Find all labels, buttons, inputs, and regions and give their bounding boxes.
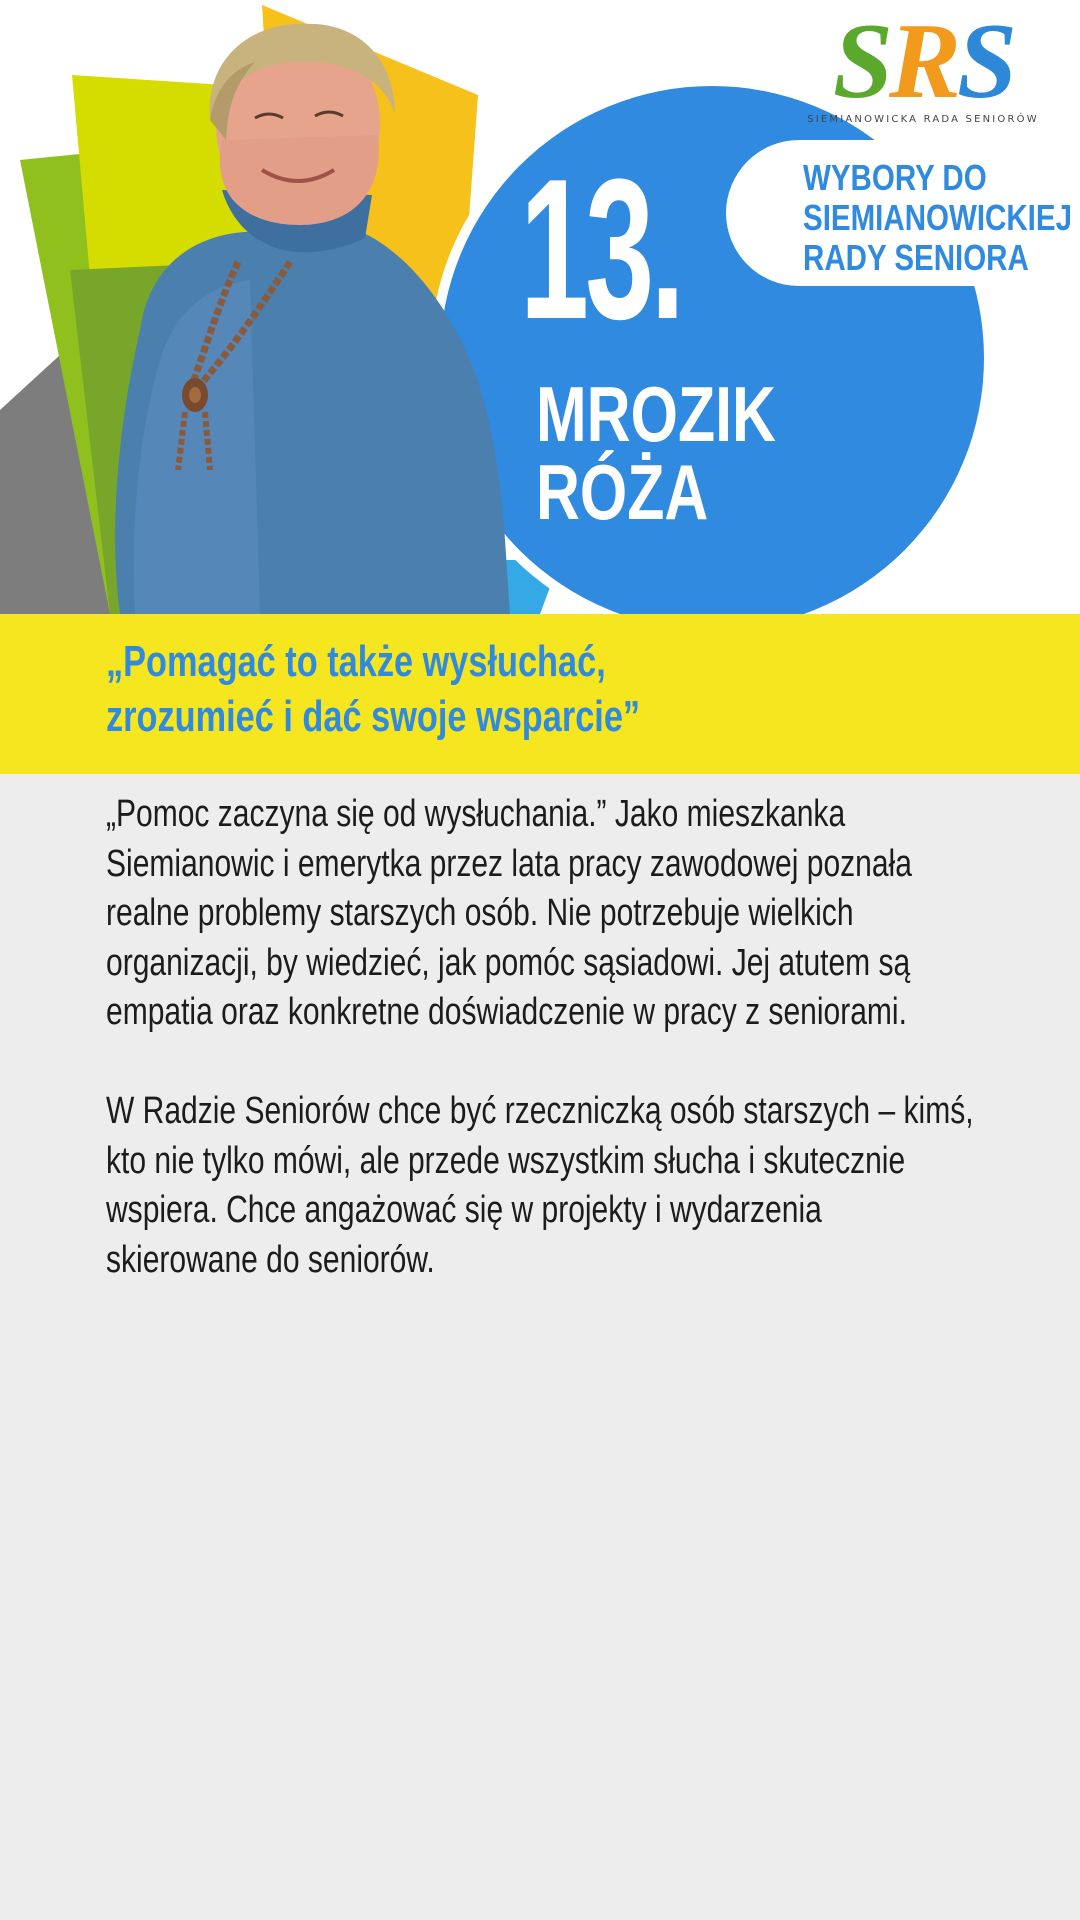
quote-band	[0, 614, 1080, 774]
description-line: W Radzie Seniorów chce być rzeczniczką osób starszych – kimś,	[106, 1090, 974, 1132]
candidate-number: 13.	[520, 138, 682, 361]
logo-subtitle: SIEMIANOWICKA RADA SENIORÓW	[807, 114, 1039, 125]
srs-logo	[798, 2, 1048, 132]
logo-letter-r: R	[888, 2, 958, 121]
description-line: organizacji, by wiedzieć, jak pomóc sąsiadowi. Jej atutem są	[106, 941, 911, 984]
description-paragraph-2	[106, 1087, 1054, 1285]
description-line: wspiera. Chce angażować się w projekty i wydarzenia	[106, 1189, 822, 1231]
election-title	[803, 157, 1072, 278]
quote-line: zrozumieć i dać swoje wsparcie”	[106, 692, 641, 741]
candidate-first-name: RÓŻA	[536, 448, 709, 536]
candidate-last-name: MROZIK	[536, 370, 776, 458]
description-paragraph-1	[106, 790, 1054, 1038]
description-line: skierowane do seniorów.	[106, 1238, 435, 1281]
description-line: Siemianowic i emerytka przez lata pracy zawodowej poznała	[106, 842, 912, 885]
quote-line: „Pomagać to także wysłuchać,	[106, 637, 606, 686]
description-line: kto nie tylko mówi, ale przede wszystkim słucha i skutecznie	[106, 1139, 906, 1182]
paragraph-gap	[106, 1038, 1054, 1088]
candidate-quote	[106, 634, 964, 744]
logo-letter-s1: S	[832, 2, 889, 121]
description-line: „Pomoc zaczyna się od wysłuchania.” Jako mieszkanka	[106, 793, 846, 835]
logo-letter-s2: S	[957, 2, 1014, 121]
description-line: realne problemy starszych osób. Nie potrzebuje wielkich	[106, 892, 854, 934]
header-area	[0, 0, 1080, 614]
candidate-description	[106, 790, 1054, 1285]
description-line: empatia oraz konkretne doświadczenie w pracy z seniorami.	[106, 991, 907, 1033]
election-title-line: RADY SENIORA	[803, 237, 1029, 278]
election-title-line: SIEMIANOWICKIEJ	[803, 197, 1072, 238]
election-title-line: WYBORY DO	[803, 157, 987, 198]
